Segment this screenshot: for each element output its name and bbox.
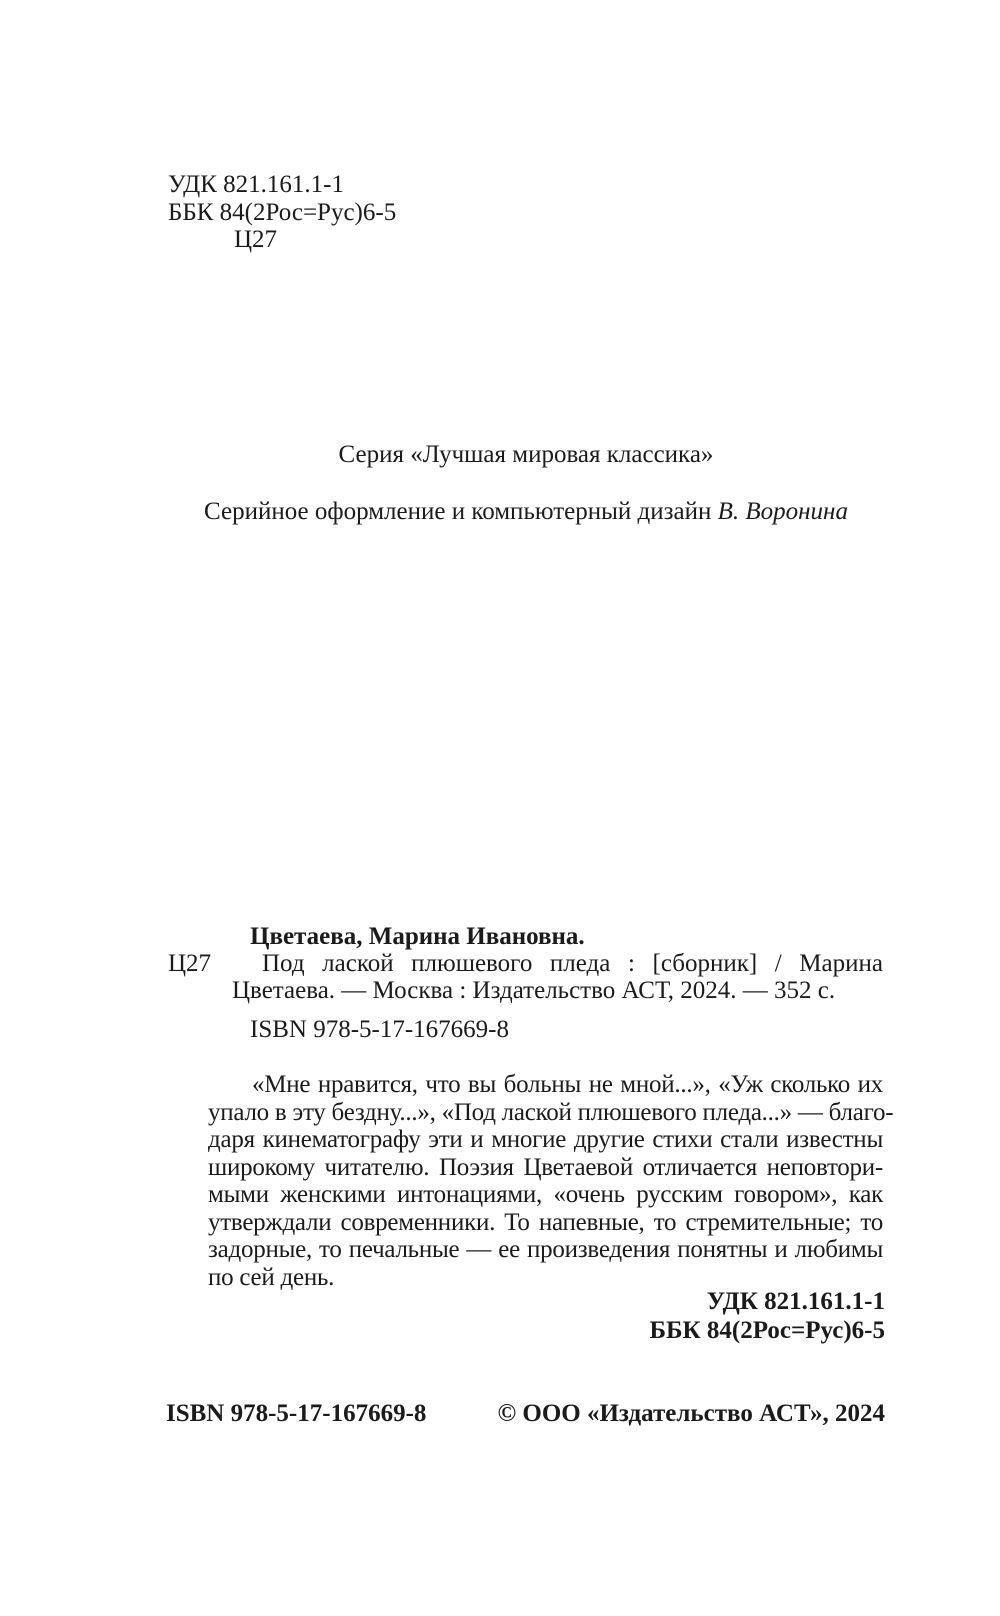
classification-codes-top xyxy=(168,171,396,254)
udk-code-bottom: УДК 821.161.1-1 xyxy=(706,1288,885,1315)
annotation-line: мыми женскими интонациями, «очень русским говором», как xyxy=(208,1181,883,1208)
annotation-line: по сей день. xyxy=(208,1263,335,1291)
annotation-line: утверждали современники. То напевные, то стремительные; то xyxy=(208,1208,883,1236)
catalog-isbn: ISBN 978-5-17-167669-8 xyxy=(250,1016,510,1043)
annotation-line: широкому читателю. Поэзия Цветаевой отличается неповтори- xyxy=(208,1153,883,1181)
annotation-paragraph xyxy=(208,1071,894,1291)
bbk-code-top: ББК 84(2Рос=Рус)6-5 xyxy=(168,198,397,226)
udk-code-top: УДК 821.161.1-1 xyxy=(168,171,344,198)
bbk-code-bottom: ББК 84(2Рос=Рус)6-5 xyxy=(649,1316,885,1344)
design-credit-text: Серийное оформление и компьютерный дизайн xyxy=(204,498,718,525)
catalog-title-line1: Под лаской плюшевого пледа : [сборник] / Марина xyxy=(262,950,883,977)
designer-name: В. Воронина xyxy=(717,498,848,525)
annotation-line: упало в эту бездну...», «Под лаской плюшевого пледа...» — благо- xyxy=(208,1098,894,1126)
catalog-title-line2: Цветаева. — Москва : Издательство АСТ, 2024. — 352 с. xyxy=(232,977,836,1004)
catalog-author-heading: Цветаева, Марина Ивановна. xyxy=(250,923,585,950)
annotation-line: даря кинематографу эти и многие другие стихи стали известны xyxy=(208,1126,883,1153)
design-credit xyxy=(140,498,912,525)
series-title: Серия «Лучшая мировая классика» xyxy=(338,441,714,468)
annotation-line: «Мне нравится, что вы больны не мной...», «Уж сколько их xyxy=(252,1071,883,1098)
author-sign-entry: Ц27 xyxy=(168,950,212,977)
annotation-line: задорные, то печальные — ее произведения понятны и любимы xyxy=(208,1236,883,1263)
footer-copyright: © ООО «Издательство АСТ», 2024 xyxy=(497,1400,885,1427)
author-sign-top: Ц27 xyxy=(234,226,278,253)
classification-codes-bottom xyxy=(485,1288,885,1345)
footer-isbn: ISBN 978-5-17-167669-8 xyxy=(166,1400,427,1427)
